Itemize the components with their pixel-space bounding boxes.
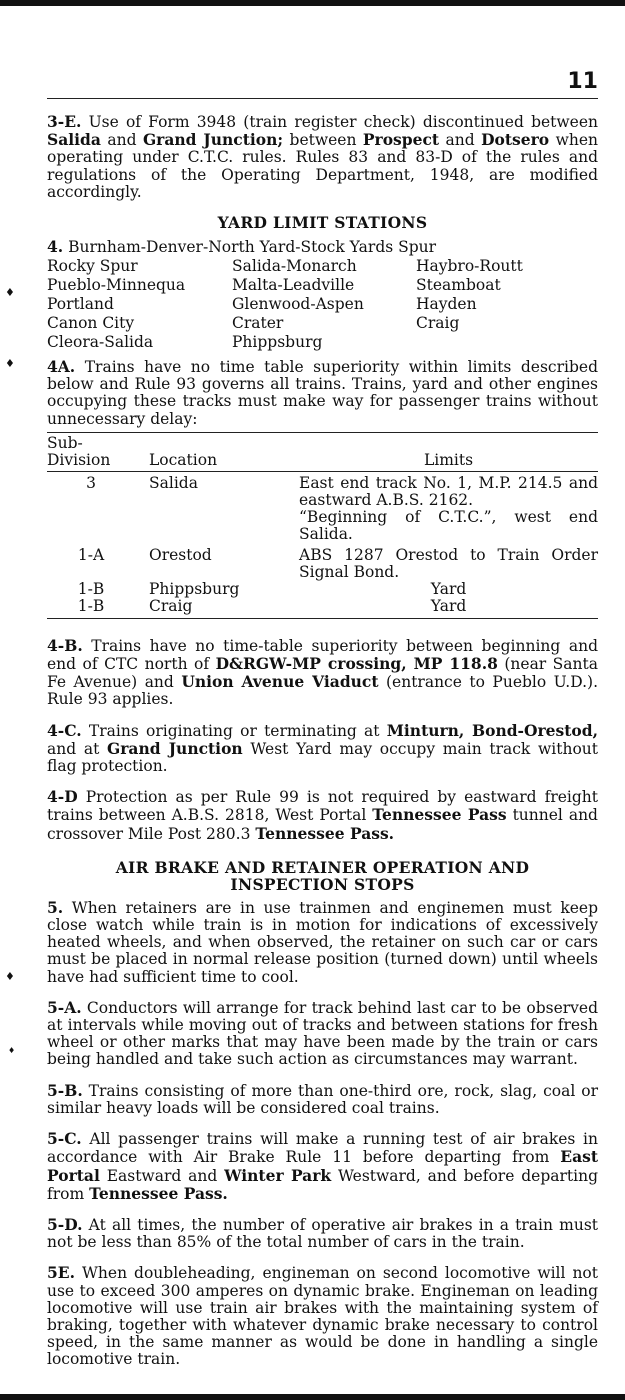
margin-diamond-mark: ♦ [5,970,15,983]
paragraph-number: 4-C. [47,720,82,740]
yard-station: Portland [47,295,114,314]
paragraph-4a: 4A. Trains have no time table superiority within limits described below and Rule 93 governs all trains. Trains, yard and other engines occupying these tracks must make way for passenger trains without unnecessary delay: [47,357,598,428]
yard-station: Haybro-Routt [416,257,523,276]
paragraph-number: 5-A. [47,997,82,1017]
table-header-row [47,432,598,471]
header-location: Location [149,450,218,469]
table-row: 1-B Phippsburg Yard [77,579,467,598]
yard-limits-table [47,432,598,619]
paragraph-5e: 5E. When doubleheading, engineman on second locomotive will not use to exceed 300 amperes on dynamic brake. Engineman on leading locomotive will use train air brakes with the maintaining system of braking, together with whatever dynamic brake necessary to control speed, in the same manner as would be done in handling a single locomotive train. [47,1263,598,1369]
paragraph-number: 5E. [47,1263,75,1283]
yard-station: Pueblo-Minnequa [47,276,186,295]
yard-station: Salida-Monarch [232,257,357,276]
yard-station: Canon City [47,314,135,333]
paragraph-number: 5-B. [47,1080,83,1100]
yard-station: Malta-Leadville [232,276,355,295]
table-row: 3 Salida East end track No. 1, M.P. 214.5 and eastward A.B.S. 2162. [86,473,598,509]
table-row: “Beginning of C.T.C.”, west end Salida. [299,507,598,543]
yard-station: Craig [416,314,460,333]
paragraph-4c: 4-C. Trains originating or terminating at Minturn, Bond-Orestod, and at Grand Junction West Yard may occupy main track without flag protection. [47,720,598,776]
table-row: 1-B Craig Yard [47,598,598,619]
margin-diamond-mark: ♦ [8,1046,16,1055]
margin-diamond-mark: ♦ [5,357,15,370]
paragraph-number: 3-E. [47,112,82,131]
paragraph-5c: 5-C. All passenger trains will make a running test of air brakes in accordance with Air Brake Rule 11 before departing from East Portal Eastward and Winter Park Westward, and before departing from Tennessee Pass. [47,1129,598,1203]
paragraph-number: 5-C. [47,1129,82,1149]
page-content [47,68,598,1369]
paragraph-number: 4. [47,237,64,257]
margin-diamond-mark: ♦ [5,286,15,299]
paragraph-number: 4-D [47,787,78,807]
paragraph-5d: 5-D. At all times, the number of operative air brakes in a train must not be less than 85% of the total number of cars in the train. [47,1214,598,1252]
yard-stations-list [47,257,598,352]
paragraph-number: 4A. [47,357,76,377]
paragraph-4b: 4-B. Trains have no time-table superiority between beginning and end of CTC north of D&RGW-MP crossing, MP 118.8 (near Santa Fe Avenue) and Union Avenue Viaduct (entrance to Pueblo U.D.). Rule 93 applies. [47,635,599,709]
table-row: 1-A Orestod ABS 1287 Orestod to Train Order Signal Bond. [77,545,598,581]
yard-station: Rocky Spur [47,257,138,276]
paragraph-5a: 5-A. Conductors will arrange for track behind last car to be observed at intervals while moving out of tracks and between stations for fresh wheel or other marks that may have been made by the train or cars being handled and take such action as circumstances may warrant. [47,997,598,1069]
paragraph-number: 5. [47,897,64,917]
yard-station: Hayden [416,295,477,314]
paragraph-4: 4. Burnham-Denver-North Yard-Stock Yards Spur [47,237,437,257]
top-border [0,0,625,6]
paragraph-5b: 5-B. Trains consisting of more than one-third ore, rock, slag, coal or similar heavy loads will be considered coal trains. [47,1080,598,1117]
bottom-border [0,1394,625,1400]
paragraph-number: 5-D. [47,1214,83,1234]
header-limits: Limits [423,450,474,469]
yard-station: Glenwood-Aspen [232,295,364,314]
yard-station: Phippsburg [232,333,323,352]
yard-station: Steamboat [416,276,501,295]
page-number: 11 [567,69,598,94]
yard-station [416,333,598,352]
yard-station: Crater [232,314,284,333]
air-brake-title: AIR BRAKE AND RETAINER OPERATION AND INSPECTION STOPS [115,857,530,894]
paragraph-3e: 3-E. Use of Form 3948 (train register check) discontinued between Salida and Grand Junction; between Prospect and Dotsero when operating under C.T.C. rules. Rules 83 and 83-D of the rules and regulations of the Operating Department, 1948, are modified accordingly. [47,112,599,201]
paragraph-5: 5. When retainers are in use trainmen and enginemen must keep close watch while train is in motion for indications of excessively heated wheels, and when observed, the retainer on such car or cars must be placed in normal release position (turned down) until wheels have had sufficient time to cool. [47,897,598,986]
paragraph-number: 4-B. [47,635,83,655]
header-subdivision: Sub- Division [47,433,111,469]
paragraph-4d: 4-D Protection as per Rule 99 is not required by eastward freight trains between A.B.S. 2818, West Portal Tennessee Pass tunnel and crossover Mile Post 280.3 Tennessee Pass. [47,787,598,843]
header-rule [47,98,598,99]
yard-station: Cleora-Salida [47,333,154,352]
yard-limit-title: YARD LIMIT STATIONS [217,213,428,233]
